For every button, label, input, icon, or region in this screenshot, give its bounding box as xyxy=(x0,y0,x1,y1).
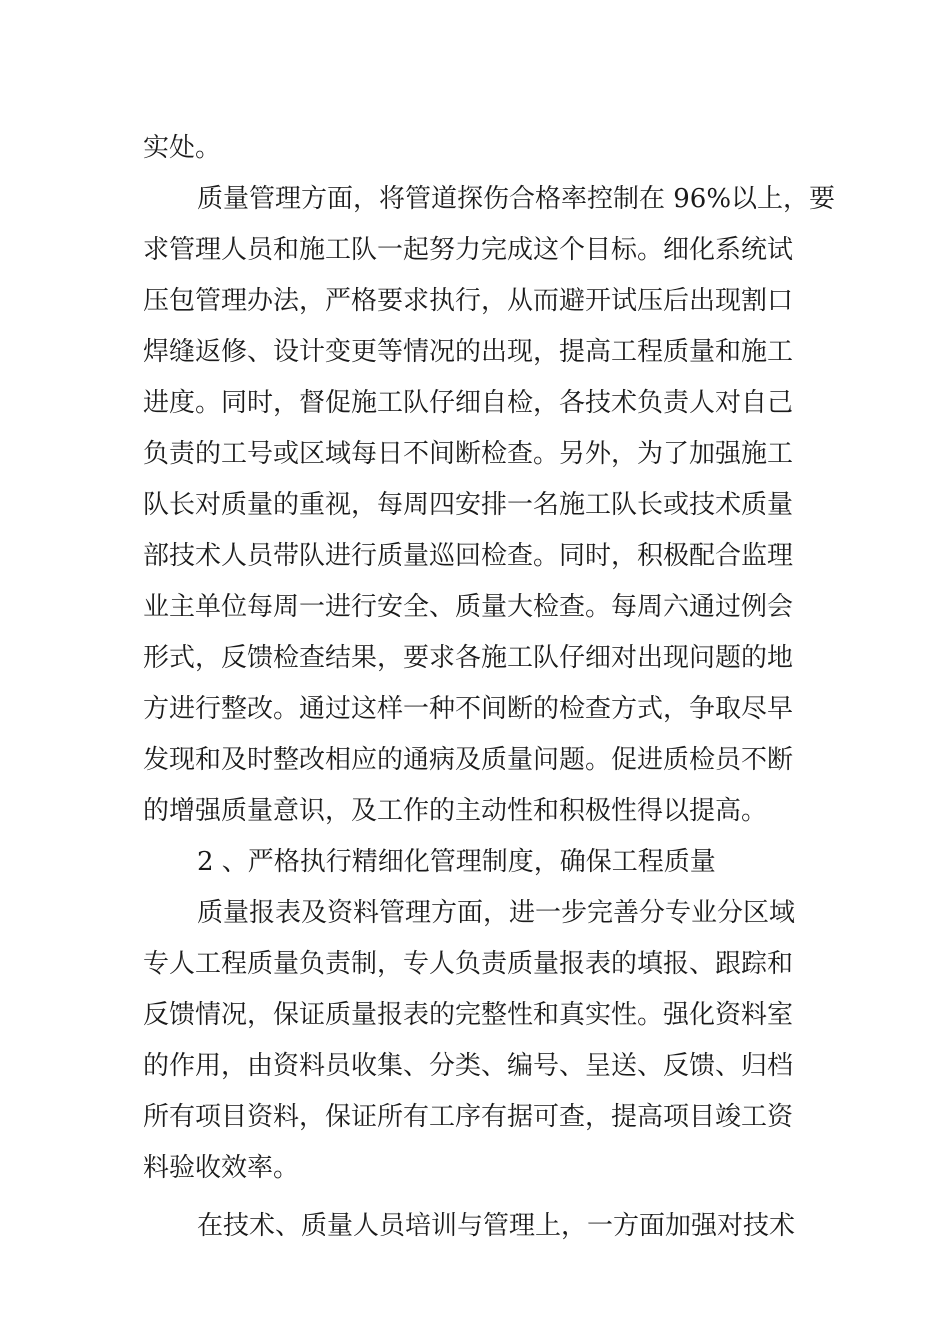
text-line: 求管理人员和施工队一起努力完成这个目标。细化系统试 xyxy=(143,235,794,265)
text-line: 实处。 xyxy=(143,133,222,163)
text-line: 的增强质量意识，及工作的主动性和积极性得以提高。 xyxy=(143,796,768,826)
text-line: 所有项目资料，保证所有工序有据可查，提高项目竣工资 xyxy=(143,1102,794,1132)
text-line: 反馈情况，保证质量报表的完整性和真实性。强化资料室 xyxy=(143,1000,794,1030)
text-line: 业主单位每周一进行安全、质量大检查。每周六通过例会 xyxy=(143,592,794,622)
text-line: 部技术人员带队进行质量巡回检查。同时，积极配合监理 xyxy=(143,541,794,571)
text-line: 的作用，由资料员收集、分类、编号、呈送、反馈、归档 xyxy=(143,1051,794,1081)
text-line: 负责的工号或区域每日不间断检查。另外，为了加强施工 xyxy=(143,439,794,469)
text-line: 队长对质量的重视，每周四安排一名施工队长或技术质量 xyxy=(143,490,794,520)
text-line: 专人工程质量负责制，专人负责质量报表的填报、跟踪和 xyxy=(143,949,794,979)
paragraph-quality-management-start: 质量管理方面，将管道探伤合格率控制在 96%以上，要 xyxy=(197,184,836,214)
text-line: 料验收效率。 xyxy=(143,1153,300,1183)
paragraph-reports-start: 质量报表及资料管理方面，进一步完善分专业分区域 xyxy=(197,898,796,928)
text-line: 压包管理办法，严格要求执行，从而避开试压后出现割口 xyxy=(143,286,794,316)
text-line: 发现和及时整改相应的通病及质量问题。促进质检员不断 xyxy=(143,745,794,775)
text-line: 方进行整改。通过这样一种不间断的检查方式，争取尽早 xyxy=(143,694,794,724)
paragraph-training-start: 在技术、质量人员培训与管理上，一方面加强对技术 xyxy=(197,1211,796,1241)
text-line: 进度。同时，督促施工队仔细自检，各技术负责人对自己 xyxy=(143,388,794,418)
text-line: 形式，反馈检查结果，要求各施工队仔细对出现问题的地 xyxy=(143,643,794,673)
section-heading: 2 、严格执行精细化管理制度，确保工程质量 xyxy=(197,847,716,877)
text-line: 焊缝返修、设计变更等情况的出现，提高工程质量和施工 xyxy=(143,337,794,367)
